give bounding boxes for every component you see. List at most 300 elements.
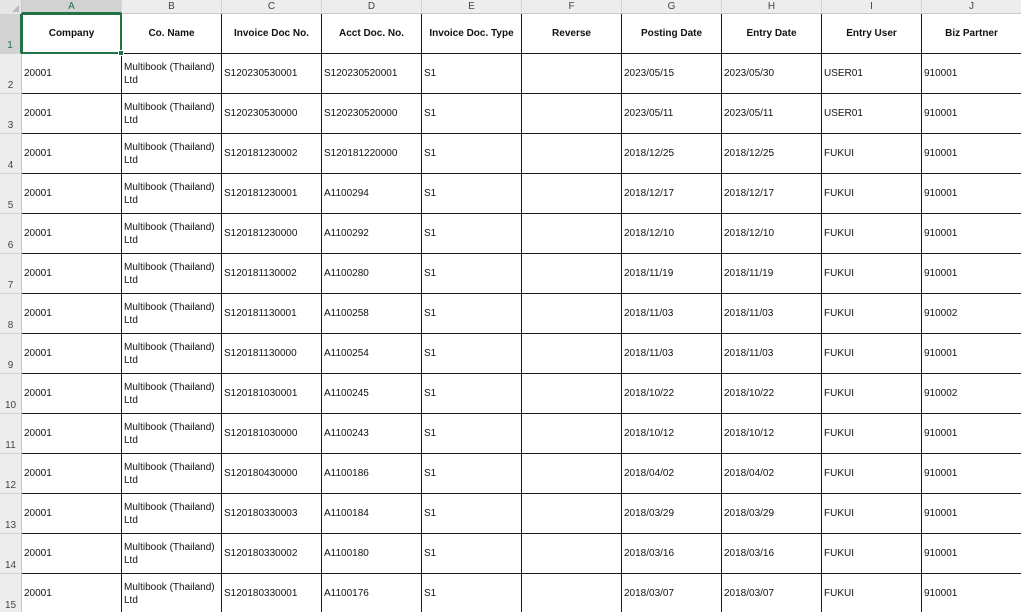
cell-e3[interactable] [422, 94, 522, 134]
cell-g5[interactable] [622, 174, 722, 214]
cell-d8[interactable] [322, 294, 422, 334]
fill-handle[interactable] [118, 50, 124, 56]
cell-h8[interactable] [722, 294, 822, 334]
cell-d4[interactable] [322, 134, 422, 174]
cell-d14[interactable] [322, 534, 422, 574]
cell-h13[interactable] [722, 494, 822, 534]
cell-value: S120181030001 [224, 388, 298, 399]
cell-value: 2018/04/02 [624, 468, 675, 479]
row-header-12[interactable] [0, 454, 22, 494]
cell-j14[interactable] [922, 534, 1021, 574]
cell-value: 910001 [924, 588, 958, 599]
cell-value: Multibook (Thailand) Ltd [124, 181, 215, 206]
cell-value: S1 [424, 588, 437, 599]
cell-value: FUKUI [824, 588, 854, 599]
cell-value: Multibook (Thailand) Ltd [124, 501, 215, 526]
cell-value: FUKUI [824, 428, 854, 439]
cell-b10[interactable] [122, 374, 222, 414]
cell-d5[interactable] [322, 174, 422, 214]
cell-g2[interactable] [622, 54, 722, 94]
row-number: 10 [4, 400, 17, 411]
cell-b5[interactable] [122, 174, 222, 214]
header-cell-h[interactable]: Entry Date [722, 14, 822, 54]
cell-value: S1 [424, 508, 437, 519]
cell-c8[interactable] [222, 294, 322, 334]
cell-value: A1100184 [324, 508, 369, 519]
cell-j2[interactable] [922, 54, 1021, 94]
row-number: 12 [4, 480, 17, 491]
cell-value: S1 [424, 428, 437, 439]
column-header-e[interactable]: E [422, 0, 522, 14]
cell-b2[interactable] [122, 54, 222, 94]
cell-e2[interactable] [422, 54, 522, 94]
cell-value: 910002 [924, 308, 958, 319]
cell-value: S120181230002 [224, 148, 298, 159]
cell-value: A1100292 [324, 228, 369, 239]
cell-i12[interactable] [822, 454, 922, 494]
cell-value: 20001 [24, 588, 52, 599]
cell-value: S1 [424, 228, 437, 239]
cell-f6[interactable] [522, 214, 622, 254]
cell-f3[interactable] [522, 94, 622, 134]
cell-value: A1100180 [324, 548, 369, 559]
cell-b15[interactable] [122, 574, 222, 612]
cell-value: 2023/05/30 [724, 68, 775, 79]
cell-g4[interactable] [622, 134, 722, 174]
cell-value: Multibook (Thailand) Ltd [124, 61, 215, 86]
cell-value: S1 [424, 308, 437, 319]
cell-value: 910001 [924, 428, 958, 439]
header-cell-e[interactable]: Invoice Doc. Type [422, 14, 522, 54]
cell-h10[interactable] [722, 374, 822, 414]
cell-a15[interactable] [22, 574, 122, 612]
cell-j3[interactable] [922, 94, 1021, 134]
cell-value: 20001 [24, 148, 52, 159]
cell-f8[interactable] [522, 294, 622, 334]
cell-value: S120180330002 [224, 548, 298, 559]
cell-d12[interactable] [322, 454, 422, 494]
cell-a9[interactable] [22, 334, 122, 374]
cell-f13[interactable] [522, 494, 622, 534]
cell-value: Multibook (Thailand) Ltd [124, 461, 215, 486]
cell-value: USER01 [824, 68, 863, 79]
cell-e8[interactable] [422, 294, 522, 334]
row-number: 8 [7, 320, 14, 331]
cell-value: Multibook (Thailand) Ltd [124, 581, 215, 606]
column-header-d[interactable]: D [322, 0, 422, 14]
cell-d6[interactable] [322, 214, 422, 254]
row-header-7[interactable] [0, 254, 22, 294]
cell-f12[interactable] [522, 454, 622, 494]
cell-value: 2018/10/12 [624, 428, 675, 439]
cell-d13[interactable] [322, 494, 422, 534]
column-header-c[interactable]: C [222, 0, 322, 14]
cell-a6[interactable] [22, 214, 122, 254]
cell-a8[interactable] [22, 294, 122, 334]
cell-f14[interactable] [522, 534, 622, 574]
cell-g15[interactable] [622, 574, 722, 612]
cell-b12[interactable] [122, 454, 222, 494]
cell-value: S1 [424, 188, 437, 199]
cell-h11[interactable] [722, 414, 822, 454]
row-number: 15 [4, 600, 17, 611]
row-number: 5 [7, 200, 14, 211]
cell-h12[interactable] [722, 454, 822, 494]
cell-d7[interactable] [322, 254, 422, 294]
column-header-a[interactable]: A [22, 0, 122, 14]
cell-value: S120230520001 [324, 68, 398, 79]
cell-i4[interactable] [822, 134, 922, 174]
cell-b4[interactable] [122, 134, 222, 174]
cell-value: A1100176 [324, 588, 369, 599]
cell-a14[interactable] [22, 534, 122, 574]
cell-d10[interactable] [322, 374, 422, 414]
cell-f11[interactable] [522, 414, 622, 454]
cell-f7[interactable] [522, 254, 622, 294]
cell-c5[interactable] [222, 174, 322, 214]
cell-b6[interactable] [122, 214, 222, 254]
cell-value: FUKUI [824, 348, 854, 359]
cell-j11[interactable] [922, 414, 1021, 454]
cell-value: Multibook (Thailand) Ltd [124, 341, 215, 366]
cell-i10[interactable] [822, 374, 922, 414]
cell-h14[interactable] [722, 534, 822, 574]
cell-value: 2018/03/07 [724, 588, 775, 599]
cell-value: USER01 [824, 108, 863, 119]
row-number: 4 [7, 160, 14, 171]
row-header-15[interactable] [0, 574, 22, 612]
cell-value: Multibook (Thailand) Ltd [124, 381, 215, 406]
cell-f9[interactable] [522, 334, 622, 374]
row-header-6[interactable] [0, 214, 22, 254]
cell-value: 20001 [24, 188, 52, 199]
cell-i8[interactable] [822, 294, 922, 334]
cell-value: 2018/03/16 [624, 548, 675, 559]
cell-value: S1 [424, 68, 437, 79]
cell-h6[interactable] [722, 214, 822, 254]
row-header-5[interactable] [0, 174, 22, 214]
cell-d11[interactable] [322, 414, 422, 454]
header-cell-g[interactable]: Posting Date [622, 14, 722, 54]
cell-g3[interactable] [622, 94, 722, 134]
cell-value: 910001 [924, 268, 958, 279]
row-header-2[interactable] [0, 54, 22, 94]
cell-g10[interactable] [622, 374, 722, 414]
cell-value: 2018/12/25 [724, 148, 775, 159]
cell-a3[interactable] [22, 94, 122, 134]
cell-e12[interactable] [422, 454, 522, 494]
cell-a7[interactable] [22, 254, 122, 294]
cell-value: 2018/12/17 [624, 188, 675, 199]
header-cell-a[interactable]: Company [22, 14, 122, 54]
cell-e13[interactable] [422, 494, 522, 534]
cell-i7[interactable] [822, 254, 922, 294]
cell-value: S120181230001 [224, 188, 298, 199]
cell-value: S120230530000 [224, 108, 298, 119]
cell-value: S1 [424, 148, 437, 159]
column-header-i[interactable]: I [822, 0, 922, 14]
cell-f2[interactable] [522, 54, 622, 94]
cell-j4[interactable] [922, 134, 1021, 174]
cell-value: A1100243 [324, 428, 369, 439]
row-number: 7 [7, 280, 14, 291]
cell-value: 2018/12/10 [724, 228, 775, 239]
cell-value: 2018/04/02 [724, 468, 775, 479]
cell-value: 20001 [24, 508, 52, 519]
cell-value: 20001 [24, 268, 52, 279]
cell-value: FUKUI [824, 188, 854, 199]
cell-value: 2018/12/25 [624, 148, 675, 159]
cell-value: 20001 [24, 468, 52, 479]
cell-f5[interactable] [522, 174, 622, 214]
cell-value: 2018/11/03 [624, 348, 674, 359]
row-header-1[interactable] [0, 14, 22, 54]
cell-f15[interactable] [522, 574, 622, 612]
cell-d2[interactable] [322, 54, 422, 94]
cell-value: 2018/11/03 [724, 308, 774, 319]
cell-value: S1 [424, 108, 437, 119]
cell-value: FUKUI [824, 468, 854, 479]
cell-h9[interactable] [722, 334, 822, 374]
cell-value: 20001 [24, 108, 52, 119]
cell-value: 2023/05/15 [624, 68, 675, 79]
cell-value: 910001 [924, 188, 958, 199]
cell-value: S1 [424, 348, 437, 359]
row-header-4[interactable] [0, 134, 22, 174]
row-header-9[interactable] [0, 334, 22, 374]
cell-value: 2023/05/11 [624, 108, 674, 119]
cell-value: Multibook (Thailand) Ltd [124, 301, 215, 326]
cell-value: FUKUI [824, 148, 854, 159]
select-all-corner[interactable] [0, 0, 22, 14]
cell-value: A1100186 [324, 468, 369, 479]
cell-f10[interactable] [522, 374, 622, 414]
cell-d15[interactable] [322, 574, 422, 612]
cell-g13[interactable] [622, 494, 722, 534]
cell-j9[interactable] [922, 334, 1021, 374]
cell-value: 2018/10/22 [624, 388, 675, 399]
cell-i14[interactable] [822, 534, 922, 574]
row-number: 9 [7, 360, 14, 371]
header-cell-c[interactable]: Invoice Doc No. [222, 14, 322, 54]
cell-value: Multibook (Thailand) Ltd [124, 221, 215, 246]
cell-value: 2018/10/12 [724, 428, 775, 439]
cell-value: S1 [424, 268, 437, 279]
cell-c11[interactable] [222, 414, 322, 454]
cell-e5[interactable] [422, 174, 522, 214]
header-cell-j[interactable]: Biz Partner [922, 14, 1021, 54]
cell-c2[interactable] [222, 54, 322, 94]
cell-e11[interactable] [422, 414, 522, 454]
row-header-14[interactable] [0, 534, 22, 574]
cell-c13[interactable] [222, 494, 322, 534]
cell-j15[interactable] [922, 574, 1021, 612]
cell-i13[interactable] [822, 494, 922, 534]
row-header-11[interactable] [0, 414, 22, 454]
cell-e10[interactable] [422, 374, 522, 414]
cell-value: S120181220000 [324, 148, 398, 159]
cell-c12[interactable] [222, 454, 322, 494]
cell-e9[interactable] [422, 334, 522, 374]
cell-e7[interactable] [422, 254, 522, 294]
cell-a11[interactable] [22, 414, 122, 454]
cell-value: S1 [424, 388, 437, 399]
cell-j6[interactable] [922, 214, 1021, 254]
column-header-b[interactable]: B [122, 0, 222, 14]
header-cell-f[interactable]: Reverse [522, 14, 622, 54]
row-header-8[interactable] [0, 294, 22, 334]
row-number: 13 [4, 520, 17, 531]
cell-value: Multibook (Thailand) Ltd [124, 101, 215, 126]
cell-b3[interactable] [122, 94, 222, 134]
cell-e4[interactable] [422, 134, 522, 174]
cell-value: S120180330003 [224, 508, 298, 519]
cell-i2[interactable] [822, 54, 922, 94]
cell-b14[interactable] [122, 534, 222, 574]
cell-value: 2018/03/29 [624, 508, 675, 519]
cell-value: 910001 [924, 468, 958, 479]
cell-a10[interactable] [22, 374, 122, 414]
cell-d3[interactable] [322, 94, 422, 134]
cell-i5[interactable] [822, 174, 922, 214]
cell-value: Multibook (Thailand) Ltd [124, 261, 215, 286]
cell-value: 910001 [924, 508, 958, 519]
cell-i11[interactable] [822, 414, 922, 454]
cell-a12[interactable] [22, 454, 122, 494]
cell-value: S120230520000 [324, 108, 398, 119]
cell-value: 2018/11/03 [724, 348, 774, 359]
cell-c7[interactable] [222, 254, 322, 294]
cell-c14[interactable] [222, 534, 322, 574]
cell-value: Multibook (Thailand) Ltd [124, 421, 215, 446]
cell-b13[interactable] [122, 494, 222, 534]
row-header-3[interactable] [0, 94, 22, 134]
cell-value: FUKUI [824, 548, 854, 559]
cell-c3[interactable] [222, 94, 322, 134]
cell-j13[interactable] [922, 494, 1021, 534]
cell-i6[interactable] [822, 214, 922, 254]
cell-value: Multibook (Thailand) Ltd [124, 541, 215, 566]
cell-b9[interactable] [122, 334, 222, 374]
cell-value: S1 [424, 468, 437, 479]
cell-value: FUKUI [824, 268, 854, 279]
cell-value: A1100280 [324, 268, 369, 279]
cell-f4[interactable] [522, 134, 622, 174]
column-header-f[interactable]: F [522, 0, 622, 14]
cell-j8[interactable] [922, 294, 1021, 334]
cell-value: S120181130000 [224, 348, 297, 359]
cell-value: 20001 [24, 388, 52, 399]
cell-value: 20001 [24, 308, 52, 319]
cell-value: FUKUI [824, 308, 854, 319]
row-number: 11 [5, 440, 16, 451]
header-cell-i[interactable]: Entry User [822, 14, 922, 54]
cell-value: 910001 [924, 148, 958, 159]
cell-a4[interactable] [22, 134, 122, 174]
cell-value: A1100258 [324, 308, 369, 319]
cell-j10[interactable] [922, 374, 1021, 414]
cell-g14[interactable] [622, 534, 722, 574]
row-header-10[interactable] [0, 374, 22, 414]
cell-g11[interactable] [622, 414, 722, 454]
cell-j12[interactable] [922, 454, 1021, 494]
cell-i3[interactable] [822, 94, 922, 134]
row-number: 14 [4, 560, 17, 571]
cell-value: 20001 [24, 228, 52, 239]
cell-e14[interactable] [422, 534, 522, 574]
cell-value: 20001 [24, 428, 52, 439]
cell-value: 20001 [24, 68, 52, 79]
row-header-13[interactable] [0, 494, 22, 534]
cell-value: 20001 [24, 548, 52, 559]
cell-value: FUKUI [824, 508, 854, 519]
cell-h7[interactable] [722, 254, 822, 294]
cell-a2[interactable] [22, 54, 122, 94]
cell-c6[interactable] [222, 214, 322, 254]
cell-c15[interactable] [222, 574, 322, 612]
cell-value: 910002 [924, 388, 958, 399]
column-header-j[interactable]: J [922, 0, 1021, 14]
cell-value: 910001 [924, 548, 958, 559]
row-number: 2 [7, 80, 14, 91]
cell-value: 2018/10/22 [724, 388, 775, 399]
header-cell-b[interactable]: Co. Name [122, 14, 222, 54]
cell-value: S120181030000 [224, 428, 298, 439]
cell-b7[interactable] [122, 254, 222, 294]
cell-j7[interactable] [922, 254, 1021, 294]
cell-c9[interactable] [222, 334, 322, 374]
cell-c4[interactable] [222, 134, 322, 174]
cell-h3[interactable] [722, 94, 822, 134]
cell-g12[interactable] [622, 454, 722, 494]
cell-value: A1100245 [324, 388, 369, 399]
cell-g9[interactable] [622, 334, 722, 374]
column-header-g[interactable]: G [622, 0, 722, 14]
cell-value: 2018/11/19 [624, 268, 674, 279]
cell-g6[interactable] [622, 214, 722, 254]
cell-e15[interactable] [422, 574, 522, 612]
cell-a5[interactable] [22, 174, 122, 214]
column-header-h[interactable]: H [722, 0, 822, 14]
cell-c10[interactable] [222, 374, 322, 414]
cell-j5[interactable] [922, 174, 1021, 214]
header-cell-d[interactable]: Acct Doc. No. [322, 14, 422, 54]
cell-i9[interactable] [822, 334, 922, 374]
cell-h15[interactable] [722, 574, 822, 612]
cell-d9[interactable] [322, 334, 422, 374]
cell-b8[interactable] [122, 294, 222, 334]
cell-value: A1100254 [324, 348, 369, 359]
cell-value: 2018/12/17 [724, 188, 775, 199]
cell-h4[interactable] [722, 134, 822, 174]
cell-value: 910001 [924, 228, 958, 239]
cell-h5[interactable] [722, 174, 822, 214]
cell-value: 2018/11/03 [624, 308, 674, 319]
cell-value: S120181230000 [224, 228, 298, 239]
cell-i15[interactable] [822, 574, 922, 612]
cell-b11[interactable] [122, 414, 222, 454]
cell-value: 910001 [924, 348, 958, 359]
cell-g7[interactable] [622, 254, 722, 294]
cell-a13[interactable] [22, 494, 122, 534]
cell-g8[interactable] [622, 294, 722, 334]
row-number: 1 [7, 40, 13, 51]
cell-value: 2018/03/16 [724, 548, 775, 559]
cell-h2[interactable] [722, 54, 822, 94]
cell-value: S120181130002 [224, 268, 297, 279]
cell-value: 2018/12/10 [624, 228, 675, 239]
cell-e6[interactable] [422, 214, 522, 254]
